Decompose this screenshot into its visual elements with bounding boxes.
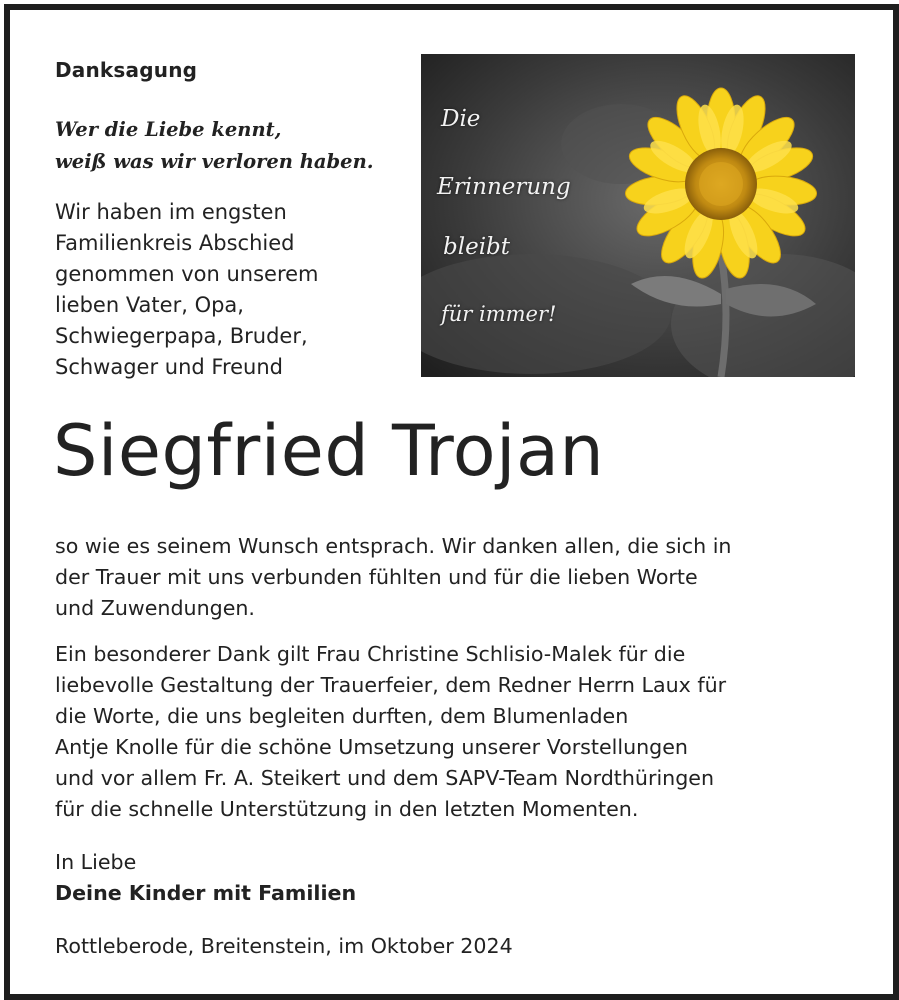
obituary-notice: [4, 4, 899, 1000]
paragraph-line: die Worte, die uns begleiten durften, dem Blumenladen: [55, 704, 629, 728]
place-date: Rottleberode, Breitenstein, im Oktober 2024: [55, 934, 513, 958]
paragraph-line: für die schnelle Unterstützung in den letzten Momenten.: [55, 797, 639, 821]
paragraph-line: Ein besonderer Dank gilt Frau Christine Schlisio-Malek für die: [55, 642, 686, 666]
intro-line: lieben Vater, Opa,: [55, 293, 244, 317]
sunflower-illustration: [421, 54, 855, 377]
paragraph-line: und Zuwendungen.: [55, 596, 255, 620]
paragraph-line: Antje Knolle für die schöne Umsetzung unserer Vorstellungen: [55, 735, 688, 759]
special-thanks-paragraph: [55, 639, 726, 825]
intro-text: [55, 197, 319, 383]
paragraph-line: der Trauer mit uns verbunden fühlten und für die lieben Worte: [55, 565, 698, 589]
photo-text-line: Erinnerung: [437, 174, 571, 200]
paragraph-line: und vor allem Fr. A. Steikert und dem SAPV-Team Nordthüringen: [55, 766, 715, 790]
photo-text-line: bleibt: [443, 234, 511, 260]
intro-line: Schwiegerpapa, Bruder,: [55, 324, 308, 348]
photo-text-line: Die: [441, 106, 481, 132]
intro-line: genommen von unserem: [55, 262, 319, 286]
deceased-name: Siegfried Trojan: [53, 410, 605, 492]
thanks-paragraph: [55, 531, 731, 624]
notice-heading: Danksagung: [55, 58, 198, 82]
paragraph-line: liebevolle Gestaltung der Trauerfeier, dem Redner Herrn Laux für: [55, 673, 727, 697]
closing-block: [55, 847, 356, 909]
intro-line: Wir haben im engsten: [55, 200, 287, 224]
intro-line: Schwager und Freund: [55, 355, 284, 379]
motto-line: Wer die Liebe kennt,: [55, 118, 282, 141]
photo-text-line: für immer!: [441, 302, 557, 326]
intro-line: Familienkreis Abschied: [55, 231, 295, 255]
motto-quote: [55, 114, 374, 178]
closing-greeting: In Liebe: [55, 850, 137, 874]
closing-signature: Deine Kinder mit Familien: [55, 881, 357, 905]
motto-line: weiß was wir verloren haben.: [55, 150, 374, 173]
sunflower-image: [421, 54, 855, 377]
paragraph-line: so wie es seinem Wunsch entsprach. Wir danken allen, die sich in: [55, 534, 732, 558]
